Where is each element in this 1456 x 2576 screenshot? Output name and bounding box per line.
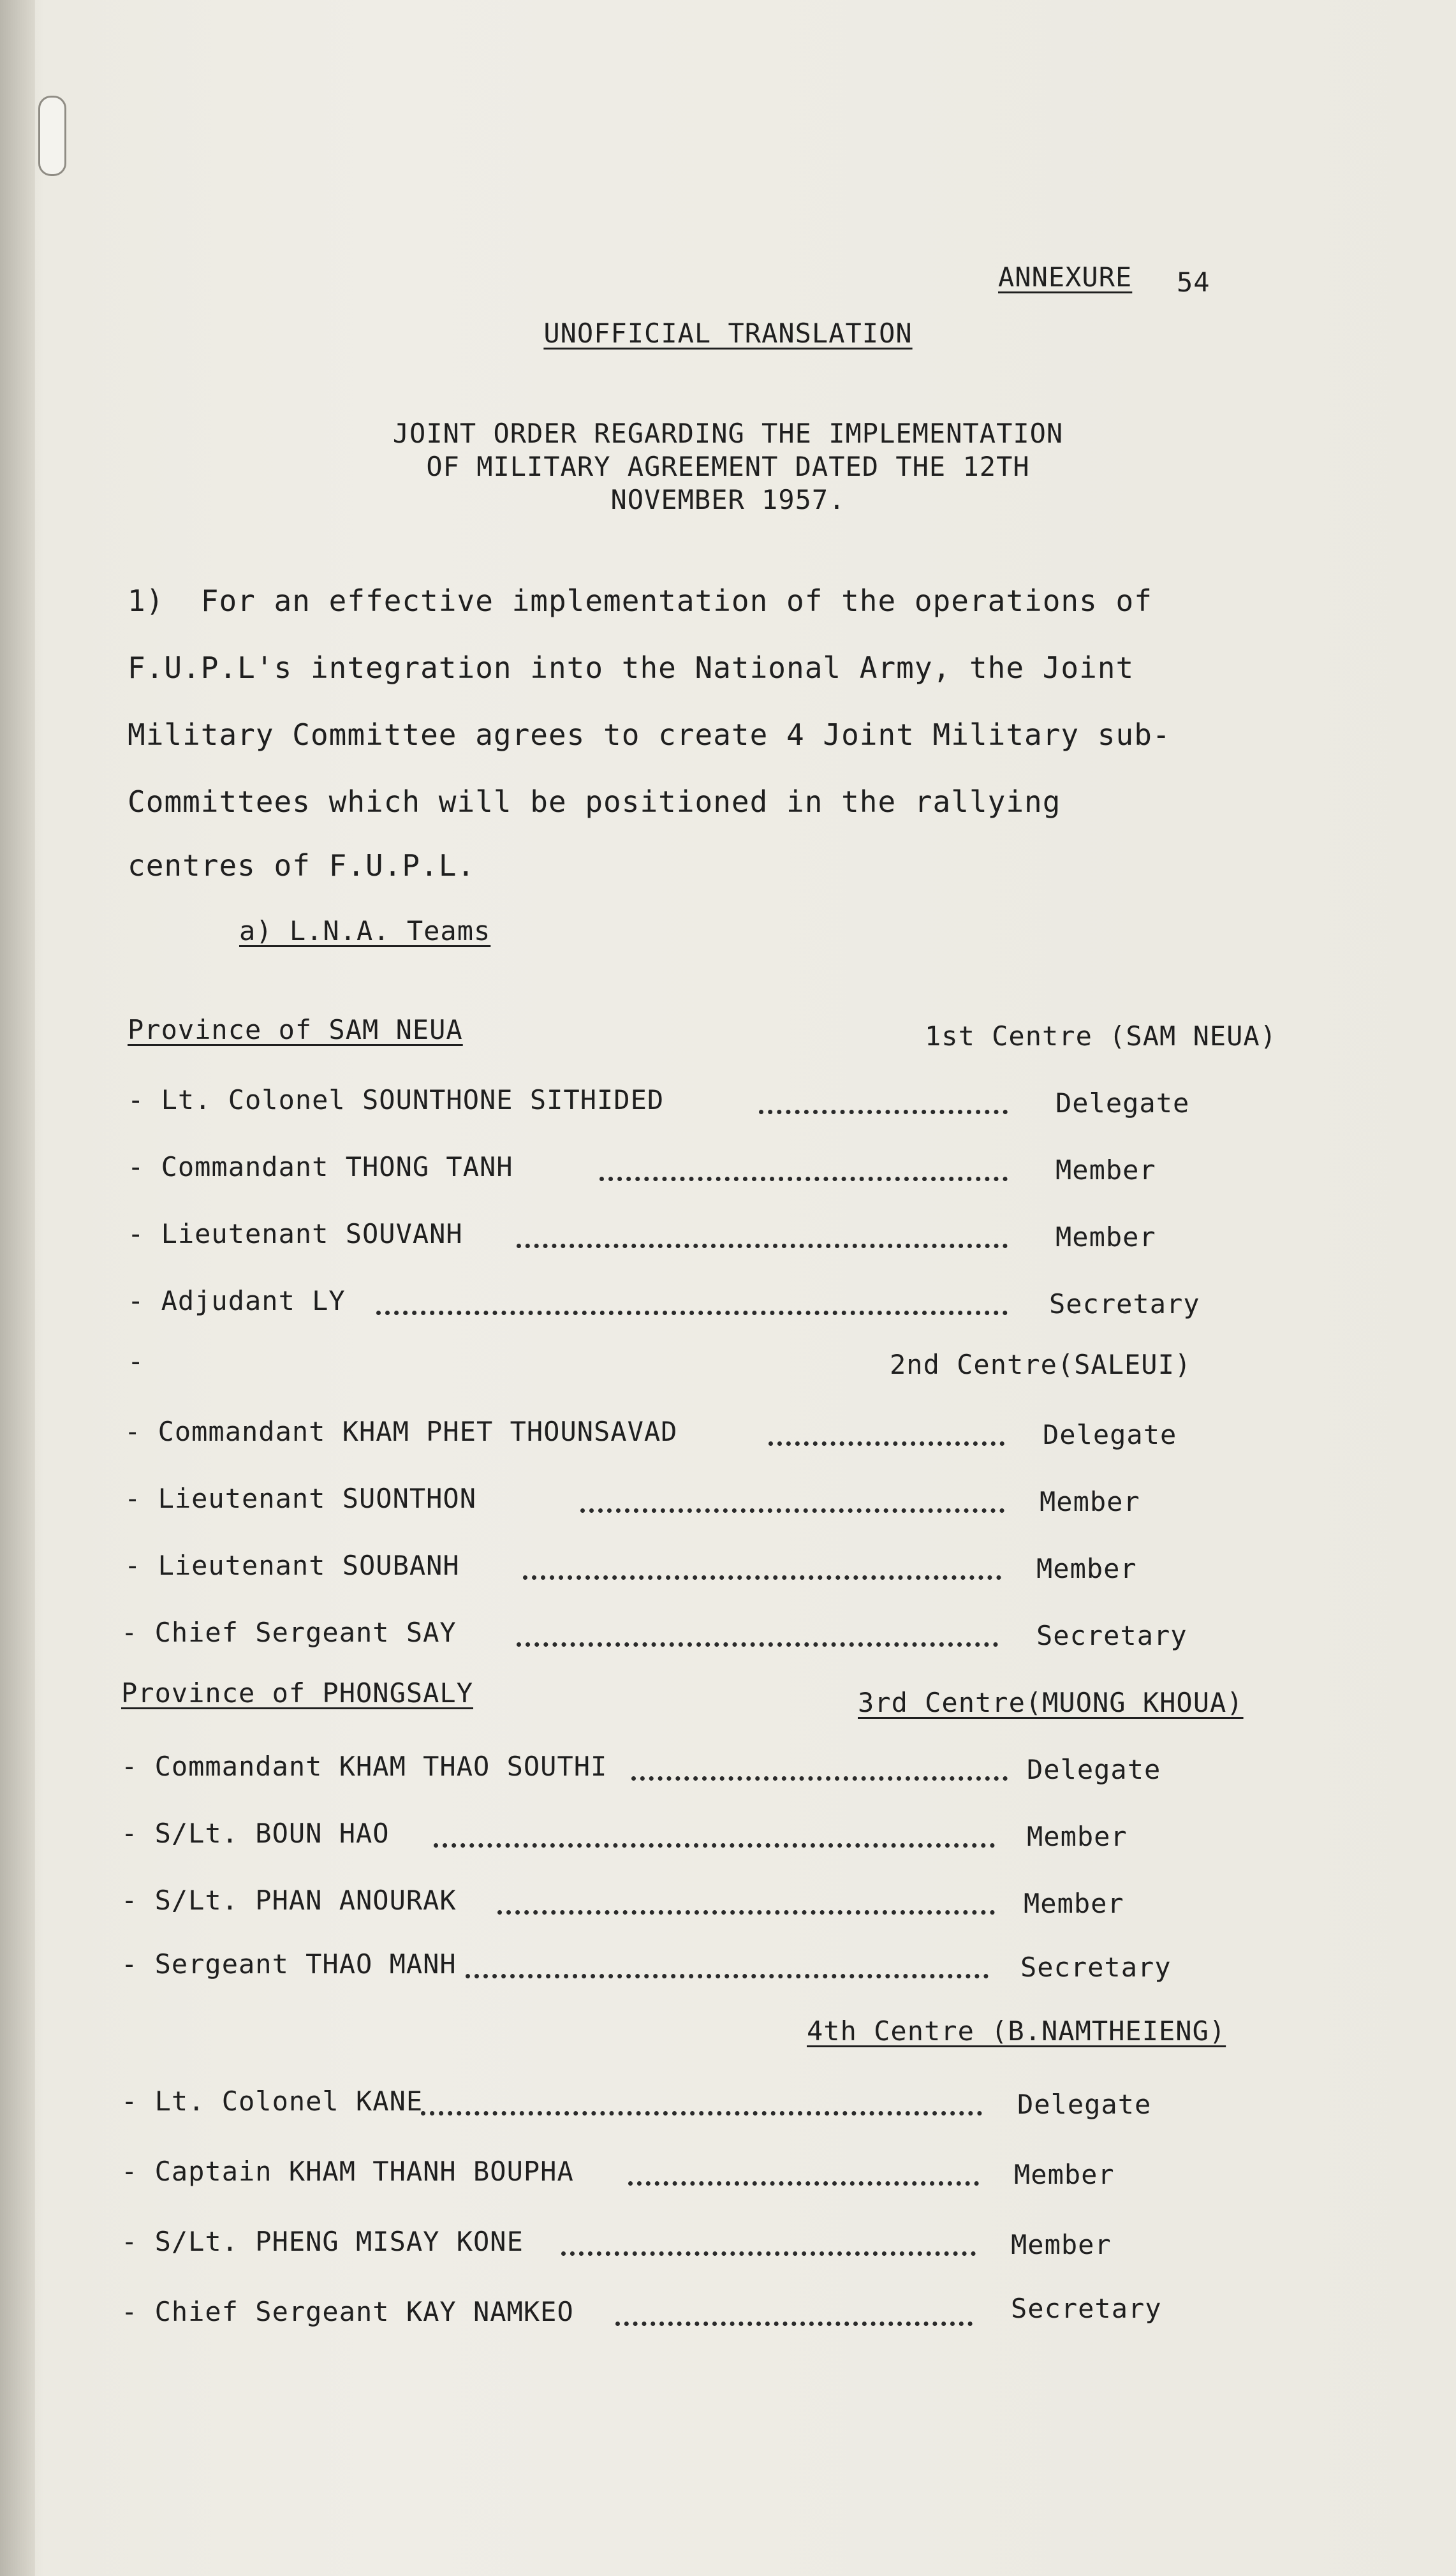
dot-leader bbox=[497, 1910, 995, 1915]
province-sam-neua: Province of SAM NEUA bbox=[128, 1014, 463, 1045]
dot-leader bbox=[580, 1508, 1004, 1513]
dot-leader bbox=[631, 1776, 1008, 1781]
document-title: UNOFFICIAL TRANSLATION bbox=[543, 318, 913, 349]
entry-9-role: Delegate bbox=[1027, 1754, 1161, 1785]
entry-11-role: Member bbox=[1024, 1888, 1124, 1919]
province-phongsaly: Province of PHONGSALY bbox=[121, 1677, 474, 1709]
entry-1-role: Delegate bbox=[1055, 1087, 1190, 1119]
dot-leader bbox=[768, 1441, 1004, 1446]
paragraph-line-1: 1) For an effective implementation of the operations of bbox=[128, 584, 1152, 618]
dot-leader bbox=[561, 2251, 976, 2256]
entry-15-role: Member bbox=[1011, 2229, 1112, 2260]
entry-7-role: Member bbox=[1036, 1553, 1137, 1584]
paragraph-line-3: Military Committee agrees to create 4 Joint Military sub- bbox=[128, 718, 1171, 752]
dot-leader bbox=[517, 1244, 1008, 1248]
entry-16-role: Secretary bbox=[1011, 2293, 1162, 2324]
entry-2-role: Member bbox=[1055, 1154, 1156, 1186]
dot-leader bbox=[599, 1177, 1008, 1181]
entry-13-role: Delegate bbox=[1017, 2089, 1152, 2120]
entry-8-name: - Chief Sergeant SAY bbox=[121, 1617, 457, 1648]
entry-14-name: - Captain KHAM THANH BOUPHA bbox=[121, 2156, 574, 2187]
binding-edge bbox=[0, 0, 35, 2576]
centre-4: 4th Centre (B.NAMTHEIENG) bbox=[807, 2015, 1226, 2047]
paragraph-line-4: Committees which will be positioned in the rallying bbox=[128, 784, 1061, 819]
entry-10-role: Member bbox=[1027, 1821, 1128, 1852]
entry-9-name: - Commandant KHAM THAO SOUTHI bbox=[121, 1751, 608, 1782]
entry-2-name: - Commandant THONG TANH bbox=[128, 1151, 513, 1182]
entry-13-name: - Lt. Colonel KANE bbox=[121, 2086, 423, 2117]
annexure-label: ANNEXURE bbox=[998, 261, 1133, 293]
section-heading: a) L.N.A. Teams bbox=[239, 915, 491, 946]
entry-10-name: - S/Lt. BOUN HAO bbox=[121, 1818, 390, 1849]
dot-leader bbox=[421, 2111, 982, 2116]
entry-7-name: - Lieutenant SOUBANH bbox=[124, 1550, 460, 1581]
punch-hole bbox=[38, 96, 66, 176]
dot-leader bbox=[517, 1642, 998, 1647]
dot-leader bbox=[434, 1843, 995, 1848]
centre-2: 2nd Centre(SALEUI) bbox=[890, 1349, 1192, 1380]
dash-marker: - bbox=[128, 1346, 145, 1377]
dot-leader bbox=[376, 1311, 1008, 1315]
entry-3-name: - Lieutenant SOUVANH bbox=[128, 1218, 463, 1249]
paragraph-line-2: F.U.P.L's integration into the National Army, the Joint bbox=[128, 651, 1135, 685]
centre-3: 3rd Centre(MUONG KHOUA) bbox=[858, 1687, 1244, 1718]
entry-4-role: Secretary bbox=[1049, 1288, 1200, 1320]
centre-1: 1st Centre (SAM NEUA) bbox=[925, 1020, 1277, 1052]
dot-leader bbox=[759, 1110, 1008, 1114]
entry-1-name: - Lt. Colonel SOUNTHONE SITHIDED bbox=[128, 1084, 665, 1115]
entry-12-name: - Sergeant THAO MANH bbox=[121, 1948, 457, 1980]
dot-leader bbox=[628, 2181, 979, 2186]
heading-line-3: NOVEMBER 1957. bbox=[610, 484, 846, 515]
entry-6-name: - Lieutenant SUONTHON bbox=[124, 1483, 477, 1514]
paragraph-line-5: centres of F.U.P.L. bbox=[128, 848, 476, 883]
entry-3-role: Member bbox=[1055, 1221, 1156, 1253]
entry-4-name: - Adjudant LY bbox=[128, 1285, 346, 1316]
heading-line-1: JOINT ORDER REGARDING THE IMPLEMENTATION bbox=[392, 418, 1064, 449]
entry-6-role: Member bbox=[1040, 1486, 1140, 1517]
dot-leader bbox=[523, 1575, 1001, 1580]
heading-line-2: OF MILITARY AGREEMENT DATED THE 12TH bbox=[426, 451, 1030, 482]
page-number: 54 bbox=[1177, 267, 1210, 298]
dot-leader bbox=[615, 2322, 973, 2326]
entry-14-role: Member bbox=[1014, 2159, 1115, 2190]
entry-5-role: Delegate bbox=[1043, 1419, 1177, 1450]
dot-leader bbox=[466, 1974, 989, 1978]
entry-11-name: - S/Lt. PHAN ANOURAK bbox=[121, 1885, 457, 1916]
entry-5-name: - Commandant KHAM PHET THOUNSAVAD bbox=[124, 1416, 678, 1447]
entry-16-name: - Chief Sergeant KAY NAMKEO bbox=[121, 2296, 574, 2327]
entry-12-role: Secretary bbox=[1020, 1952, 1172, 1983]
entry-8-role: Secretary bbox=[1036, 1620, 1188, 1651]
entry-15-name: - S/Lt. PHENG MISAY KONE bbox=[121, 2226, 524, 2257]
